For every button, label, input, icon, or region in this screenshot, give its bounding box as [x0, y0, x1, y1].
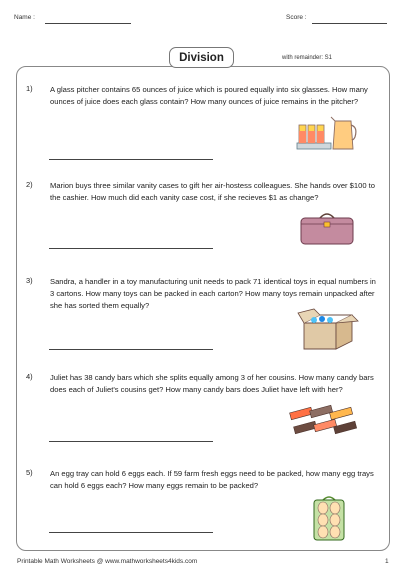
- answer-line[interactable]: [49, 159, 213, 160]
- name-label: Name :: [14, 14, 35, 21]
- page-number: 1: [385, 558, 389, 565]
- candy-bars-icon: [288, 404, 360, 436]
- question-text: Sandra, a handler in a toy manufacturing unit needs to pack 71 identical toys in equal numbers in 3 cartons. How many toys can be packed in each carton? How many toys remain unpacked after she has sorted them equally?: [50, 277, 376, 310]
- worksheet-subtitle: with remainder: S1: [282, 55, 333, 61]
- score-field-line[interactable]: [312, 16, 387, 24]
- footer-credit: Printable Math Worksheets @ www.mathworksheets4kids.com: [17, 558, 198, 565]
- answer-line[interactable]: [49, 532, 213, 533]
- toy-carton-icon: [296, 307, 360, 351]
- question-text: A glass pitcher contains 65 ounces of juice which is poured equally into six glasses. How many ounces of juice does each glass contain? How many ounces of juice remains in the pitcher?: [50, 85, 368, 106]
- question-number: 5): [26, 468, 33, 477]
- question-number: 3): [26, 276, 33, 285]
- question-number: 4): [26, 372, 33, 381]
- question-number: 2): [26, 180, 33, 189]
- question-text: Marion buys three similar vanity cases to gift her air-hostess colleagues. She hands over $100 to the cashier. How much did each vanity case cost, if she recieves $1 as change?: [50, 181, 376, 202]
- egg-tray-icon: [311, 494, 347, 542]
- question-text: An egg tray can hold 6 eggs each. If 59 farm fresh eggs need to be packed, how many egg trays can hold 6 eggs each? How many eggs remain to be packed?: [50, 469, 374, 490]
- juice-pitcher-icon: [295, 113, 359, 153]
- score-label: Score :: [286, 14, 307, 21]
- vanity-case-icon: [298, 210, 356, 246]
- worksheet-title: Division: [169, 47, 234, 68]
- question-text: Juliet has 38 candy bars which she splits equally among 3 of her cousins. How many candy bars does each of Juliet's cousins get? How many candy bars does Juliet have left with her?: [50, 373, 374, 394]
- name-field-line[interactable]: [45, 16, 131, 24]
- answer-line[interactable]: [49, 248, 213, 249]
- answer-line[interactable]: [49, 441, 213, 442]
- question-number: 1): [26, 84, 33, 93]
- answer-line[interactable]: [49, 349, 213, 350]
